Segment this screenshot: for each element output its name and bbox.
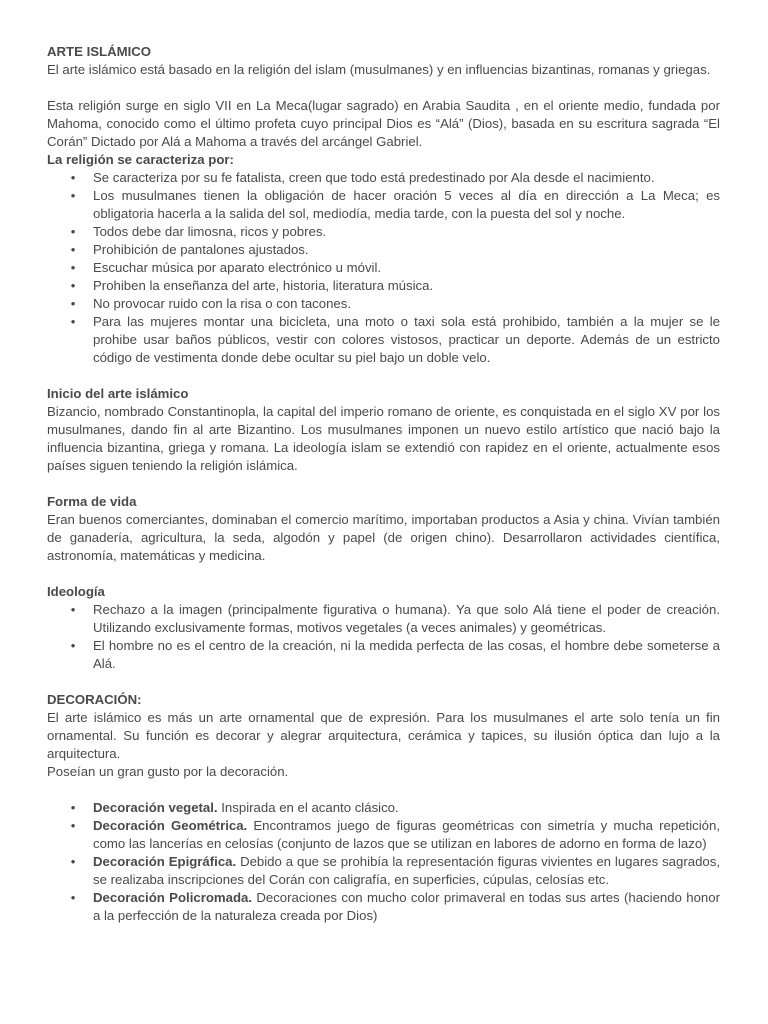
document-title: ARTE ISLÁMICO — [47, 44, 152, 59]
bullet-icon: • — [70, 854, 76, 869]
list-item: • El hombre no es el centro de la creación, ni la medida perfecta de las cosas, el hombre debe someterse a Alá. — [47, 637, 720, 673]
forma-heading: Forma de vida — [47, 494, 137, 509]
list-item: • Prohibición de pantalones ajustados. — [47, 241, 720, 259]
list-item: • Prohiben la enseñanza del arte, historia, literatura música. — [47, 277, 720, 295]
bullet-icon: • — [70, 260, 76, 275]
list-item: • Se caracteriza por su fe fatalista, creen que todo está predestinado por Ala desde el nacimiento. — [47, 169, 720, 187]
list-item: • Decoración Epigráfica. Debido a que se prohibía la representación figuras vivientes en lugares sagrados, se realizaba inscripciones del Corán con caligrafía, en superficies, cúpulas, celosías etc. — [47, 853, 720, 889]
list-item: • Decoración vegetal. Inspirada en el acanto clásico. — [47, 799, 720, 817]
list-item: • Decoración Geométrica. Encontramos juego de figuras geométricas con simetría y mucha repetición, como las lancerías en celosías (conjunto de lazos que se utilizan en labores de adorno en forma de lazo) — [47, 817, 720, 853]
religion-list — [47, 169, 720, 367]
decoracion-heading: DECORACIÓN: — [47, 692, 142, 707]
bullet-icon: • — [70, 224, 76, 239]
bullet-icon: • — [70, 188, 76, 203]
list-item: • Todos debe dar limosna, ricos y pobres. — [47, 223, 720, 241]
bullet-icon: • — [70, 296, 76, 311]
bullet-icon: • — [70, 602, 76, 617]
ideologia-heading: Ideología — [47, 584, 105, 599]
forma-paragraph: Eran buenos comerciantes, dominaban el comercio marítimo, importaban productos a Asia y china. Vivían también de ganadería, agricultura, la seda, algodón y papel (de origen chino). Desarrollaron actividades científica, astronomía, matemáticas y medicina. — [47, 512, 720, 563]
list-item: • No provocar ruido con la risa o con tacones. — [47, 295, 720, 313]
religion-paragraph: Esta religión surge en siglo VII en La Meca(lugar sagrado) en Arabia Saudita , en el oriente medio, fundada por Mahoma, conocido como el último profeta cuyo principal Dios es “Alá” (Dios), basada en su escritura sagrada “El Corán” Dictado por Alá a Mahoma a través del arcángel Gabriel. — [47, 98, 720, 149]
list-item: • Rechazo a la imagen (principalmente figurativa o humana). Ya que solo Alá tiene el poder de creación. Utilizando exclusivamente formas, motivos vegetales (a veces animales) y geométricas. — [47, 601, 720, 637]
ideologia-list — [47, 601, 720, 673]
inicio-paragraph: Bizancio, nombrado Constantinopla, la capital del imperio romano de oriente, es conquistada en el siglo XV por los musulmanes, dando fin al arte Bizantino. Los musulmanes imponen un nuevo estilo artístico que nació bajo la influencia bizantina, griega y romana. La ideología islam se extendió con rapidez en el oriente, actualmente esos países siguen teniendo la religión islámica. — [47, 404, 720, 473]
bullet-icon: • — [70, 800, 76, 815]
bullet-icon: • — [70, 278, 76, 293]
bullet-icon: • — [70, 890, 76, 905]
list-item: • Los musulmanes tienen la obligación de hacer oración 5 veces al día en dirección a La Meca; es obligatoria hacerla a la salida del sol, mediodía, media tarde, con la puesta del sol y noche. — [47, 187, 720, 223]
bullet-icon: • — [70, 638, 76, 653]
bullet-icon: • — [70, 242, 76, 257]
list-item: • Para las mujeres montar una bicicleta, una moto o taxi sola está prohibido, también a la mujer se le prohibe usar baños públicos, vestir con colores vistosos, practicar un deporte. Además de un estricto código de vestimenta donde debe ocultar su piel bajo un doble velo. — [47, 313, 720, 367]
intro-paragraph: El arte islámico está basado en la religión del islam (musulmanes) y en influencias bizantinas, romanas y griegas. — [47, 62, 711, 77]
religion-heading: La religión se caracteriza por: — [47, 152, 234, 167]
decoracion-paragraph: El arte islámico es más un arte ornamental que de expresión. Para los musulmanes el arte solo tenía un fin ornamental. Su función es decorar y alegrar arquitectura, cerámica y tapices, su ilusión óptica dan lujo a la arquitectura. — [47, 710, 720, 761]
bullet-icon: • — [70, 818, 76, 833]
decoracion-list — [47, 799, 720, 925]
list-item: • Decoración Policromada. Decoraciones con mucho color primaveral en todas sus artes (haciendo honor a la perfección de la naturaleza creada por Dios) — [47, 889, 720, 925]
bullet-icon: • — [70, 314, 76, 329]
bullet-icon: • — [70, 170, 76, 185]
decoracion-paragraph-2: Poseían un gran gusto por la decoración. — [47, 764, 289, 779]
list-item: • Escuchar música por aparato electrónico u móvil. — [47, 259, 720, 277]
inicio-heading: Inicio del arte islámico — [47, 386, 189, 401]
